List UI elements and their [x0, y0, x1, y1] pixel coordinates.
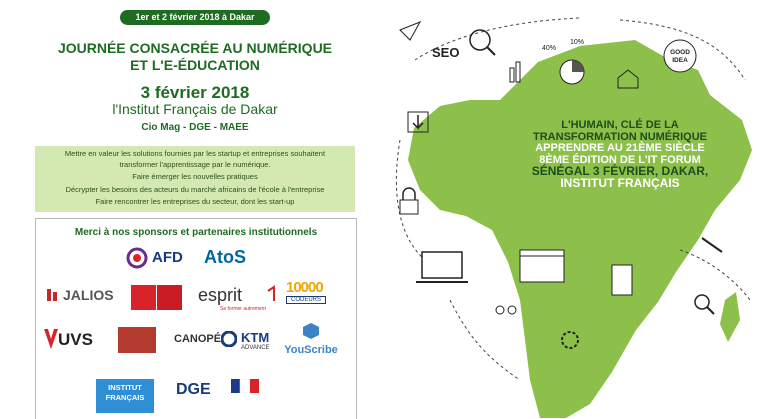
youscribe-logo [281, 323, 341, 356]
sponsors-panel [35, 218, 357, 419]
ktm-sub: ADVANCE [241, 345, 270, 351]
objective-2: Faire émerger les nouvelles pratiques [132, 172, 258, 181]
atos-logo: AtoS [204, 247, 246, 267]
youscribe-mark [303, 323, 319, 339]
red-logo-2 [157, 285, 182, 310]
afd-logo-mark [126, 247, 148, 269]
ktm-label: KTM [241, 330, 270, 345]
bar-chart-icon [510, 68, 514, 82]
heading-line-2: ET L'E-ÉDUCATION [130, 57, 260, 73]
objective-3: Décrypter les besoins des acteurs du marché africains de l'école à l'entreprise [65, 184, 325, 194]
left-page [0, 0, 380, 418]
institut-line-1: INSTITUT [108, 383, 142, 392]
objective-4: Faire rencontrer les entreprises du secteur, dont les start-up [95, 197, 295, 206]
heading-line-1: JOURNÉE CONSACRÉE AU NUMÉRIQUE [57, 40, 333, 56]
poster-title [500, 120, 740, 189]
search-icon [695, 295, 709, 309]
ktm-mark [221, 331, 237, 347]
person-icon-1 [496, 306, 504, 314]
flag-icon [231, 379, 259, 393]
pct-label-2: 10% [570, 39, 585, 46]
objective-1a: Mettre en valeur les solutions fournies par les startup et entreprises souhaitent [64, 149, 326, 158]
madagascar-shape [720, 292, 740, 342]
event-organizers: Cio Mag - DGE - MAEE [141, 122, 249, 133]
dashed-path-right [680, 250, 750, 300]
esprit-tagline: Se former autrement [220, 306, 266, 312]
objective-1b: transformer l'apprentissage par le numérique. [119, 159, 271, 169]
good-idea-line-1: GOOD [670, 49, 690, 56]
jalios-logo [46, 287, 114, 308]
good-idea-bubble [664, 40, 696, 72]
poster-line-6: INSTITUT FRANÇAIS [560, 175, 680, 190]
poster-line-2: TRANSFORMATION NUMÉRIQUE [533, 130, 707, 143]
bar-chart-icon-2 [516, 62, 520, 82]
canope-logo [174, 329, 221, 347]
jalios-mark [46, 287, 60, 303]
africa-shape [408, 40, 752, 418]
codeurs-logo [286, 279, 326, 304]
esprit-arrow [266, 285, 278, 305]
lock-shackle [403, 188, 415, 200]
event-venue: l'Institut Français de Dakar [112, 101, 278, 117]
paper-plane-icon [400, 22, 420, 40]
institut-line-2: FRANÇAIS [105, 393, 145, 402]
good-idea-line-2: IDEA [672, 57, 688, 64]
uvs-mark [44, 329, 58, 349]
esprit-label: esprit [198, 285, 243, 305]
poster-line-1: L'HUMAIN, CLÉ DE LA [561, 119, 679, 131]
page-heading [30, 40, 360, 74]
pct-label-1: 40% [542, 45, 557, 52]
red-photo-logo [118, 327, 156, 353]
search-icon-handle [707, 307, 714, 314]
magnifier-handle [487, 47, 495, 55]
event-date: 3 février 2018 [140, 83, 250, 102]
seo-label: SEO [432, 45, 460, 60]
objectives-box [35, 146, 355, 212]
afd-label: AFD [152, 249, 183, 266]
poster-line-4: 8ÈME ÉDITION DE L'IT FORUM [539, 153, 701, 166]
person-icon-2 [508, 306, 516, 314]
ktm-logo [221, 330, 270, 352]
republique-logo [231, 379, 259, 398]
red-logo-1 [131, 285, 156, 310]
poster-line-3: APPRENDRE AU 21ÈME SIÈCLE [535, 142, 705, 154]
youscribe-label: YouScribe [284, 344, 338, 356]
sponsors-title: Merci à nos sponsors et partenaires institutionnels [74, 227, 318, 238]
codeurs-number: 10000 [286, 279, 323, 296]
poster-line-5: SÉNÉGAL 3 FÉVRIER, DAKAR, [531, 164, 709, 178]
uvs-label: UVS [58, 330, 93, 349]
jalios-label: JALIOS [63, 287, 114, 303]
right-page [380, 0, 760, 418]
tablet-icon [612, 265, 632, 295]
canope-label: CANOPÉ [174, 333, 222, 345]
afd-logo [126, 247, 183, 274]
lock-icon [400, 200, 418, 214]
laptop-icon [422, 252, 462, 278]
institut-francais-logo [96, 379, 154, 413]
esprit-logo [198, 285, 266, 312]
wrench-icon [702, 238, 722, 252]
africa-map-illustration [380, 0, 760, 418]
uvs-logo [44, 329, 93, 354]
date-pill: 1er et 2 février 2018 à Dakar [120, 10, 270, 25]
codeurs-label: CODEURS [286, 296, 326, 304]
dge-logo: DGE [176, 381, 211, 398]
browser-window-icon [520, 250, 564, 282]
